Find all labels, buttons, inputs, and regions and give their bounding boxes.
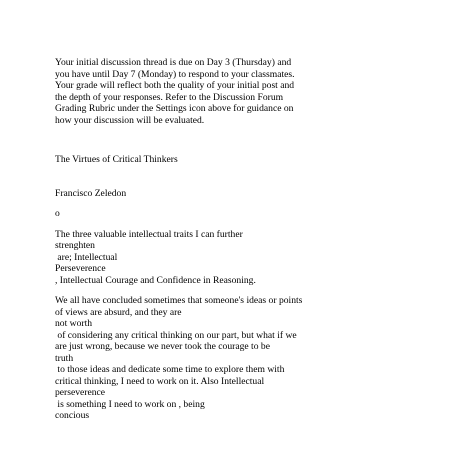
spacer	[55, 126, 450, 154]
body-line: concious	[55, 410, 90, 421]
body-line: truth	[55, 352, 74, 364]
body-line: perseverence	[55, 387, 106, 398]
body-line: is something I need to work on , being	[55, 398, 205, 410]
instructions-line: you have until Day 7 (Monday) to respond to your classmates.	[55, 68, 295, 80]
document-title: The Virtues of Critical Thinkers	[55, 154, 178, 165]
body-line: critical thinking, I need to work on it. Also Intellectual	[55, 375, 265, 387]
instructions-line: Your initial discussion thread is due on Day 3 (Thursday) and	[55, 57, 292, 68]
traits-line: strenghten	[55, 240, 95, 251]
body-paragraph	[55, 295, 450, 422]
body-line: We all have concluded sometimes that someone's ideas or points	[55, 295, 303, 306]
instructions-line: how your discussion will be evaluated.	[55, 114, 205, 126]
traits-line: The three valuable intellectual traits I can further	[55, 228, 243, 240]
instructions-paragraph	[55, 57, 450, 126]
body-line: of considering any critical thinking on our part, but what if we	[55, 329, 297, 341]
spacer	[55, 220, 450, 229]
body-line: of views are absurd, and they are	[55, 306, 182, 318]
spacer	[55, 286, 450, 295]
instructions-line: Your grade will reflect both the quality of your initial post and	[55, 80, 295, 91]
body-line: not worth	[55, 318, 93, 329]
spacer	[55, 199, 450, 208]
instructions-line: Grading Rubric under the Settings icon above for guidance on	[55, 103, 294, 114]
document-content	[55, 57, 450, 422]
traits-line: Perseverence	[55, 263, 106, 274]
body-line: are just wrong, because we never took the courage to be	[55, 341, 270, 352]
bullet-marker: o	[55, 208, 60, 219]
body-line: to those ideas and dedicate some time to explore them with	[55, 364, 285, 375]
traits-paragraph	[55, 229, 450, 287]
author-name: Francisco Zeledon	[55, 187, 127, 199]
spacer	[55, 166, 450, 188]
traits-line: , Intellectual Courage and Confidence in Reasoning.	[55, 274, 256, 286]
instructions-line: the depth of your responses. Refer to the Discussion Forum	[55, 91, 284, 103]
traits-line: are; Intellectual	[55, 251, 118, 263]
